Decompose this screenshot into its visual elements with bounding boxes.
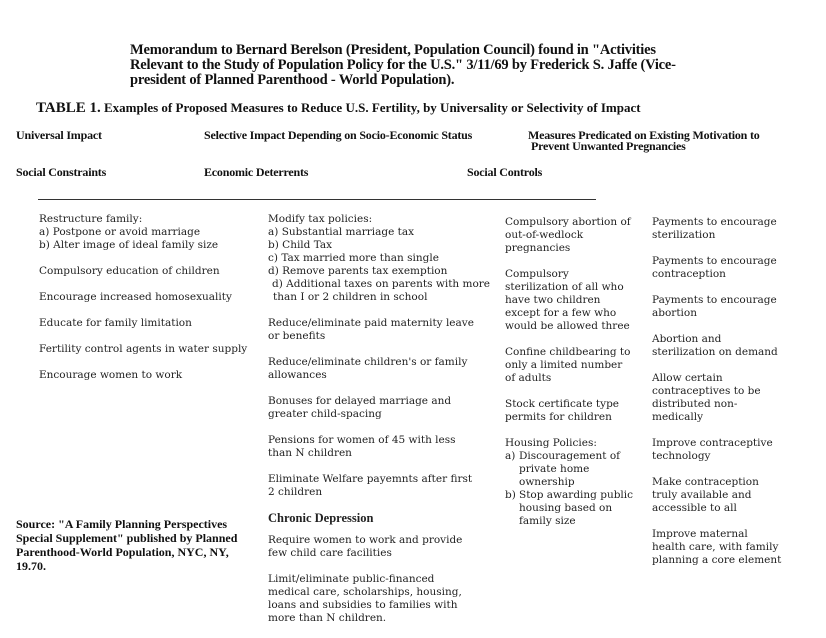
- list-item: Fertility control agents in water supply: [39, 343, 248, 355]
- source-note: Source: "A Family Planning Perspectives Special Supplement" published by Planned Parenthood-World Population, NYC, NY, 19.70.: [16, 517, 238, 573]
- list-item: Pensions for women of 45 with less than N children: [268, 434, 456, 459]
- column-predicated-measures: [652, 216, 782, 580]
- chronic-depression-heading: Chronic Depression: [268, 511, 374, 525]
- list-item: Stock certificate type permits for children: [505, 398, 620, 423]
- list-item: Eliminate Welfare payemnts after first 2 children: [268, 473, 473, 498]
- column-social-constraints: [39, 213, 259, 395]
- list-item: Reduce/eliminate children's or family allowances: [268, 356, 468, 381]
- list-item: Reduce/eliminate paid maternity leave or benefits: [268, 317, 474, 342]
- list-item: Payments to encourage abortion: [652, 294, 777, 319]
- table-title: [36, 100, 641, 117]
- list-item: Improve contraceptive technology: [652, 437, 773, 462]
- list-item: Confine childbearing to only a limited number of adults: [505, 346, 631, 384]
- list-item: Payments to encourage sterilization: [652, 216, 777, 241]
- list-item: Require women to work and provide few child care facilities: [268, 534, 463, 559]
- heading-social-constraints: Social Constraints: [16, 165, 107, 179]
- heading-predicated-line2: Prevent Unwanted Pregnancies: [531, 139, 686, 153]
- list-item: Compulsory abortion of out-of-wedlock pregnancies: [505, 216, 631, 254]
- list-item: Educate for family limitation: [39, 317, 192, 329]
- column-social-controls: [505, 216, 635, 528]
- list-item: Limit/eliminate public-financed medical care, scholarships, housing, loans and subsidies to families with more than N children.: [268, 573, 462, 624]
- divider-rule: [38, 199, 596, 200]
- list-item: Compulsory education of children: [39, 265, 220, 277]
- memo-heading: Memorandum to Bernard Berelson (President, Population Council) found in "Activities Relevant to the Study of Population Policy for the U.S." 3/11/69 by Frederick S. Jaffe (Vice-president of Planned Parenthood - World Population).: [130, 42, 676, 88]
- heading-social-controls: Social Controls: [467, 165, 543, 179]
- list-item: Modify tax policies: a) Substantial marriage tax b) Child Tax c) Tax married more than single d) Remove parents tax exemption d) Additional taxes on parents with more than I or 2 children in school: [268, 213, 491, 303]
- heading-selective: Selective Impact Depending on Socio-Economic Status: [204, 128, 473, 142]
- list-item: Make contraception truly available and accessible to all: [652, 476, 759, 514]
- table-label: TABLE 1.: [36, 100, 101, 116]
- list-item: Encourage increased homosexuality: [39, 291, 232, 303]
- table-caption: Examples of Proposed Measures to Reduce U.S. Fertility, by Universality or Selectivity of Impact: [104, 100, 641, 115]
- list-item: Restructure family: a) Postpone or avoid marriage b) Alter image of ideal family size: [39, 213, 219, 251]
- list-item: Compulsory sterilization of all who have two children except for a few who would be allowed three: [505, 268, 630, 332]
- heading-economic-deterrents: Economic Deterrents: [204, 165, 309, 179]
- column-economic-deterrents: [268, 213, 491, 638]
- list-item: Improve maternal health care, with family planning a core element: [652, 528, 782, 566]
- list-item: Allow certain contraceptives to be distributed non-medically: [652, 372, 761, 423]
- list-item: Payments to encourage contraception: [652, 255, 777, 280]
- heading-predicated-line1: Measures Predicated on Existing Motivation to: [528, 128, 760, 142]
- list-item: Encourage women to work: [39, 369, 183, 381]
- heading-universal: Universal Impact: [16, 128, 102, 142]
- list-item: Bonuses for delayed marriage and greater child-spacing: [268, 395, 452, 420]
- list-item: Housing Policies: a) Discouragement of private home ownership b) Stop awarding public housing based on family size: [505, 437, 634, 527]
- list-item: Abortion and sterilization on demand: [652, 333, 778, 358]
